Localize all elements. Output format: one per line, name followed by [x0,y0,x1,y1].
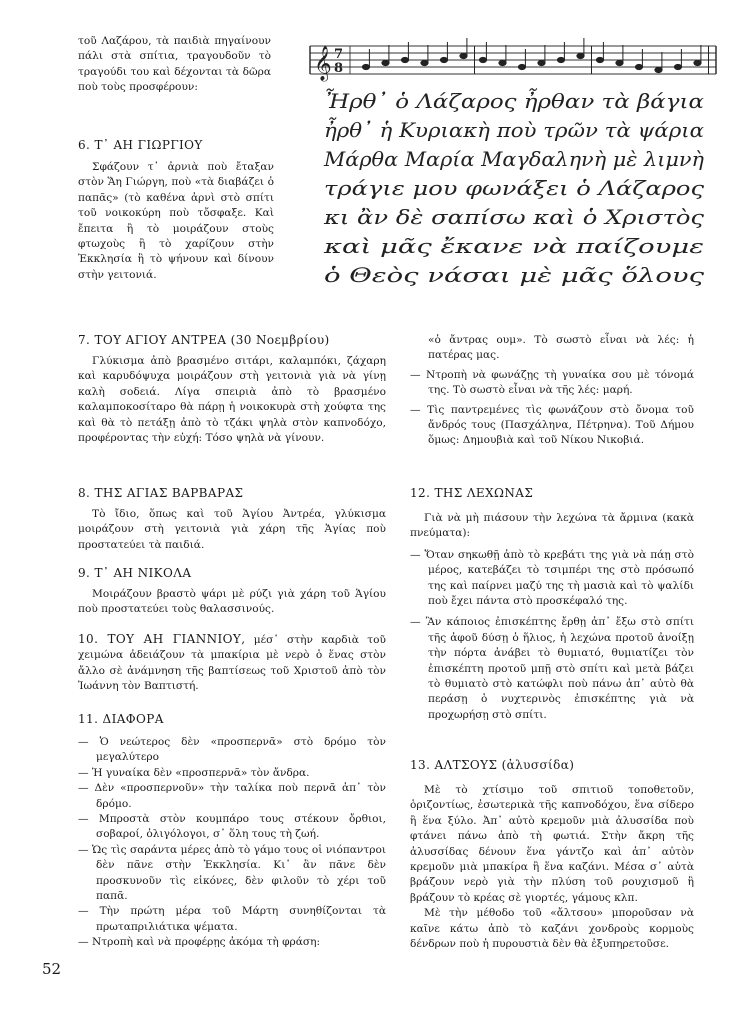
text-s10: μέσ᾿ στὴν καρδιὰ τοῦ χειμώνα ἀδειάζουν τὰ μπακίρια μὲ νερὸ ὁ ἕνας στὸν ἄλλο σὲ ἀνάμνηση τῆς βαπτίσεως τοῦ Χριστοῦ ἀπὸ τὸν Ἰωάννη τὸν Βαπτιστή. [78,634,386,693]
note-head [557,57,564,62]
note-head [401,57,408,62]
page-number: 52 [42,960,62,978]
handwritten-lyrics [323,86,705,287]
lyric-line: ὁ Θεὸς νάσαι μὲ μᾶς ὅλους [324,263,706,287]
text-s7: Γλύκισμα ἀπὸ βρασμένο σιτάρι, καλαμπόκι, ζάχαρη καὶ καρυδόψυχα μοιράζουν στὴ γειτονιὰ γιὰ νὰ γίνῃ καλὴ σοδειά. Λίγα σπειριὰ ἀπὸ τὸ βρασμένο καλαμποκοσίταρο θὰ πάρῃ ἡ νοικοκυρὰ στὴ χούφτα της καὶ θὰ τὸ πετάξῃ ἀπὸ τὸ τζάκι ψηλὰ στὸν καπνοδόχο, προφέροντας τὴν εὐχή: Τόσο ψηλὰ νὰ γίνουν. [78,355,386,445]
list-item: — Ὅταν σηκωθῇ ἀπὸ τὸ κρεβάτι της γιὰ νὰ πάῃ στὸ μέρος, κατεβάζει τὸ τσιμπέρι της στὸ πρόσωπό της καὶ παίρνει μαζύ της τὴ μασιὰ καὶ τὸ ψαλίδι ποὺ ἔχει πάντα στὸ προσκέφαλό της. [410,548,694,608]
list-s11 [78,735,386,951]
list-item: — Δὲν «προσπερνοῦν» τὴν ταλίκα ποὺ περνᾶ ἀπ᾿ τὸν δρόμο. [78,782,386,810]
note-head [499,60,506,65]
body-s12 [410,511,694,723]
intro-s12: Γιὰ νὰ μὴ πιάσουν τὴν λεχώνα τὰ ἄρμινα (κακὰ πνεύματα): [410,512,694,540]
music-score [304,26,724,316]
heading-s7: 7. ΤΟΥ ΑΓΙΟΥ ΑΝΤΡΕΑ (30 Νοεμβρίου) [78,333,330,347]
notes [362,38,708,74]
section-s10 [78,632,386,695]
note-head [577,53,584,58]
list-item: — Τὴν πρώτη μέρα τοῦ Μάρτη συνηθίζονται τὰ πρωταπριλιάτικα ψέματα. [78,905,386,933]
note-head [596,57,603,62]
heading-s9: 9. Τ᾿ ΑΗ ΝΙΚΟΛΑ [78,566,192,580]
note-head [655,67,662,72]
right-continuation [410,333,694,449]
lyric-line: κι ἂν δὲ σαπίσω καὶ ὁ Χριστὸς [322,205,705,229]
note-head [479,57,486,62]
note-head [635,64,642,69]
lyric-line: Μάρθα Μαρία Μαγδαληνὴ μὲ λιμνὴ [322,147,705,171]
text-s9: Μοιράζουν βραστὸ ψάρι μὲ ρύζι γιὰ χάρη τοῦ Ἁγίου ποὺ προστατεύει τοὺς θαλασσινούς. [78,588,386,616]
list-item: — Ἂν κάποιος ἐπισκέπτης ἔρθῃ ἀπ᾿ ἔξω στὸ σπίτι τῆς ἀφοῦ δύσῃ ὁ ἥλιος, ἡ λεχώνα προτοῦ ἀνοίξῃ τὴν πόρτα ἀνάβει τὸ θυμιατό, θυμιατίζει τὸν ἐπισκέπτη προτοῦ μπῇ στὸ σπίτι καὶ μετὰ βάζει τὸ θυμιατὸ στὸ κατώφλι ποὺ πάνω ἀπ᾿ αὐτὸ θὰ περάσῃ ὁ νυχτερινὸς ἐπισκέπτης γιὰ νὰ προχωρήσῃ στὸ σπίτι. [410,616,694,721]
lyric-line: ἦρθ᾿ ἡ Κυριακὴ ποὺ τρῶν τὰ ψάρια [324,118,681,142]
heading-s13: 13. ΑΛΤΣΟΥΣ (ἀλυσσίδα) [410,758,575,772]
note-head [362,64,369,69]
note-head [674,64,681,69]
heading-s8: 8. ΤΗΣ ΑΓΙΑΣ ΒΑΡΒΑΡΑΣ [78,486,244,500]
intro-paragraph: τοῦ Λαζάρου, τὰ παιδιὰ πηγαίνουν πάλι στὰ σπίτια, τραγουδοῦν τὸ τραγούδι του καὶ δέχονται τὰ δῶρα ποὺ τοὺς προσφέρουν: [78,35,271,94]
heading-s10: 10. ΤΟΥ ΑΗ ΓΙΑΝΝΙΟΥ, [78,632,246,646]
lyric-line: Ἦρθ᾿ ὁ Λάζαρος ἦρθαν τὰ βάγια [324,89,656,113]
note-head [518,64,525,69]
note-head [421,60,428,65]
list-item: — Τὶς παντρεμένες τὶς φωνάζουν στὸ ὄνομα τοῦ ἄνδρός τους (Πασχάληνα, Πέτρηνα). Τοῦ Δήμου ὅμως: Δημουβιὰ καὶ τοῦ Νίκου Νικοβιά. [410,403,694,447]
paragraph: Μὲ τὸ χτίσιμο τοῦ σπιτιοῦ τοποθετοῦν, ὁριζοντίως, ἐσωτερικὰ τῆς καπνοδόχου, ἕνα σίδερο ἢ ἕνα ξύλο. Ἀπ᾿ αὐτὸ κρεμοῦν μιὰ ἀλυσσίδα ποὺ φτάνει πάνω ἀπὸ τὴ φωτιά. Στὴν ἄκρη τῆς ἀλυσσίδας δένουν ἕνα γάντζο καὶ ἀπ᾿ αὐτὸν κρεμοῦν μιὰ μπακίρα ἢ ἕνα καζάνι. Μέσα σ᾿ αὐτὰ βράζουν νερὸ γιὰ τὴν πλύση τοῦ ρουχισμοῦ ἢ βράζουν τὸ κρέας σὲ γιορτές, γάμους κλπ. [410,784,694,904]
time-sig-bottom: 8 [334,61,344,76]
note-head [440,57,447,62]
list-item: «ὁ ἄντρας ουμ». Τὸ σωστὸ εἶναι νὰ λές: ἡ πατέρας μας. [428,334,694,362]
note-head [616,60,623,65]
time-sig-top: 7 [334,47,344,62]
text-s6: Σφάζουν τ᾿ ἀρνιὰ ποὺ ἔταξαν στὸν Ἅη Γιώργη, ποὺ «τὰ διαβάζει ὁ παπᾶς» (τὸ καθένα ἀρνὶ στὸ σπίτι τοῦ νοικοκύρη ποὺ τὄσφαξε. Καὶ ἔπειτα ἢ τὸ μοιράζουν στοὺς φτωχοὺς ἢ τὸ χαρίζουν στὴν Ἐκκλησία ἢ τὸ ψήνουν καὶ δίνουν στὴν γειτονιά. [78,161,274,281]
list-item: — Ντροπὴ νὰ φωνάζῃς τὴ γυναίκα σου μὲ τόνομά της. Τὸ σωστὸ εἶναι νὰ τῆς λές: μαρή. [410,368,694,397]
list-item: — Ντροπὴ καὶ νὰ προφέρῃς ἀκόμα τὴ φράση: [78,936,321,949]
list-item: — Ἡ γυναίκα δὲν «προσπερνᾶ» τὸν ἄνδρα. [78,766,310,779]
lyric-line: καὶ μᾶς ἔκανε νὰ παίζουμε [322,234,704,258]
body-s13 [410,783,694,952]
paragraph: Μὲ τὴν μέθοδο τοῦ «ἄλτσου» μποροῦσαν νὰ καῖνε κάτω ἀπὸ τὸ καζάνι χονδροὺς κορμοὺς δένδρων ποὺ ἡ πυρουστιὰ δὲν θὰ ἐξυπηρετοῦσε. [410,907,694,951]
list-item: — Ὁ νεώτερος δὲν «προσπερνᾶ» στὸ δρόμο τὸν μεγαλύτερο [78,736,386,764]
heading-s12: 12. ΤΗΣ ΛΕΧΩΝΑΣ [410,486,534,500]
list-item: — Ὡς τὶς σαράντα μέρες ἀπὸ τὸ γάμο τους οἱ νιόπαντροι δὲν πᾶνε στὴν Ἐκκλησία. Κι᾿ ἂν πᾶνε δὲν προσκυνοῦν τὶς εἰκόνες, δὲν φιλοῦν τὸ χέρι τοῦ παπᾶ. [78,843,386,903]
heading-s11: 11. ΔΙΑΦΟΡΑ [78,712,164,726]
note-head [694,60,701,65]
note-head [382,60,389,65]
note-head [538,60,545,65]
treble-clef: 𝄞 [314,46,332,81]
note-head [460,53,467,58]
lyric-line: τράγιε μου φωνάξει ὁ Λάζαρος [324,176,705,200]
heading-s6: 6. Τ᾿ ΑΗ ΓΙΩΡΓΙΟΥ [78,138,203,152]
list-item: — Μπροστὰ στὸν κουμπάρο τους στέκουν ὄρθιοι, σοβαροί, ὀλιγόλογοι, σ᾿ ὅλη τους τὴ ζωή. [78,813,386,841]
text-s8: Τὸ ἴδιο, ὅπως καὶ τοῦ Ἁγίου Ἀντρέα, γλύκισμα μοιράζουν στὴ γειτονιὰ γιὰ χάρη τῆς Ἁγίας ποὺ προστατεύει τὰ παιδιά. [78,508,386,551]
